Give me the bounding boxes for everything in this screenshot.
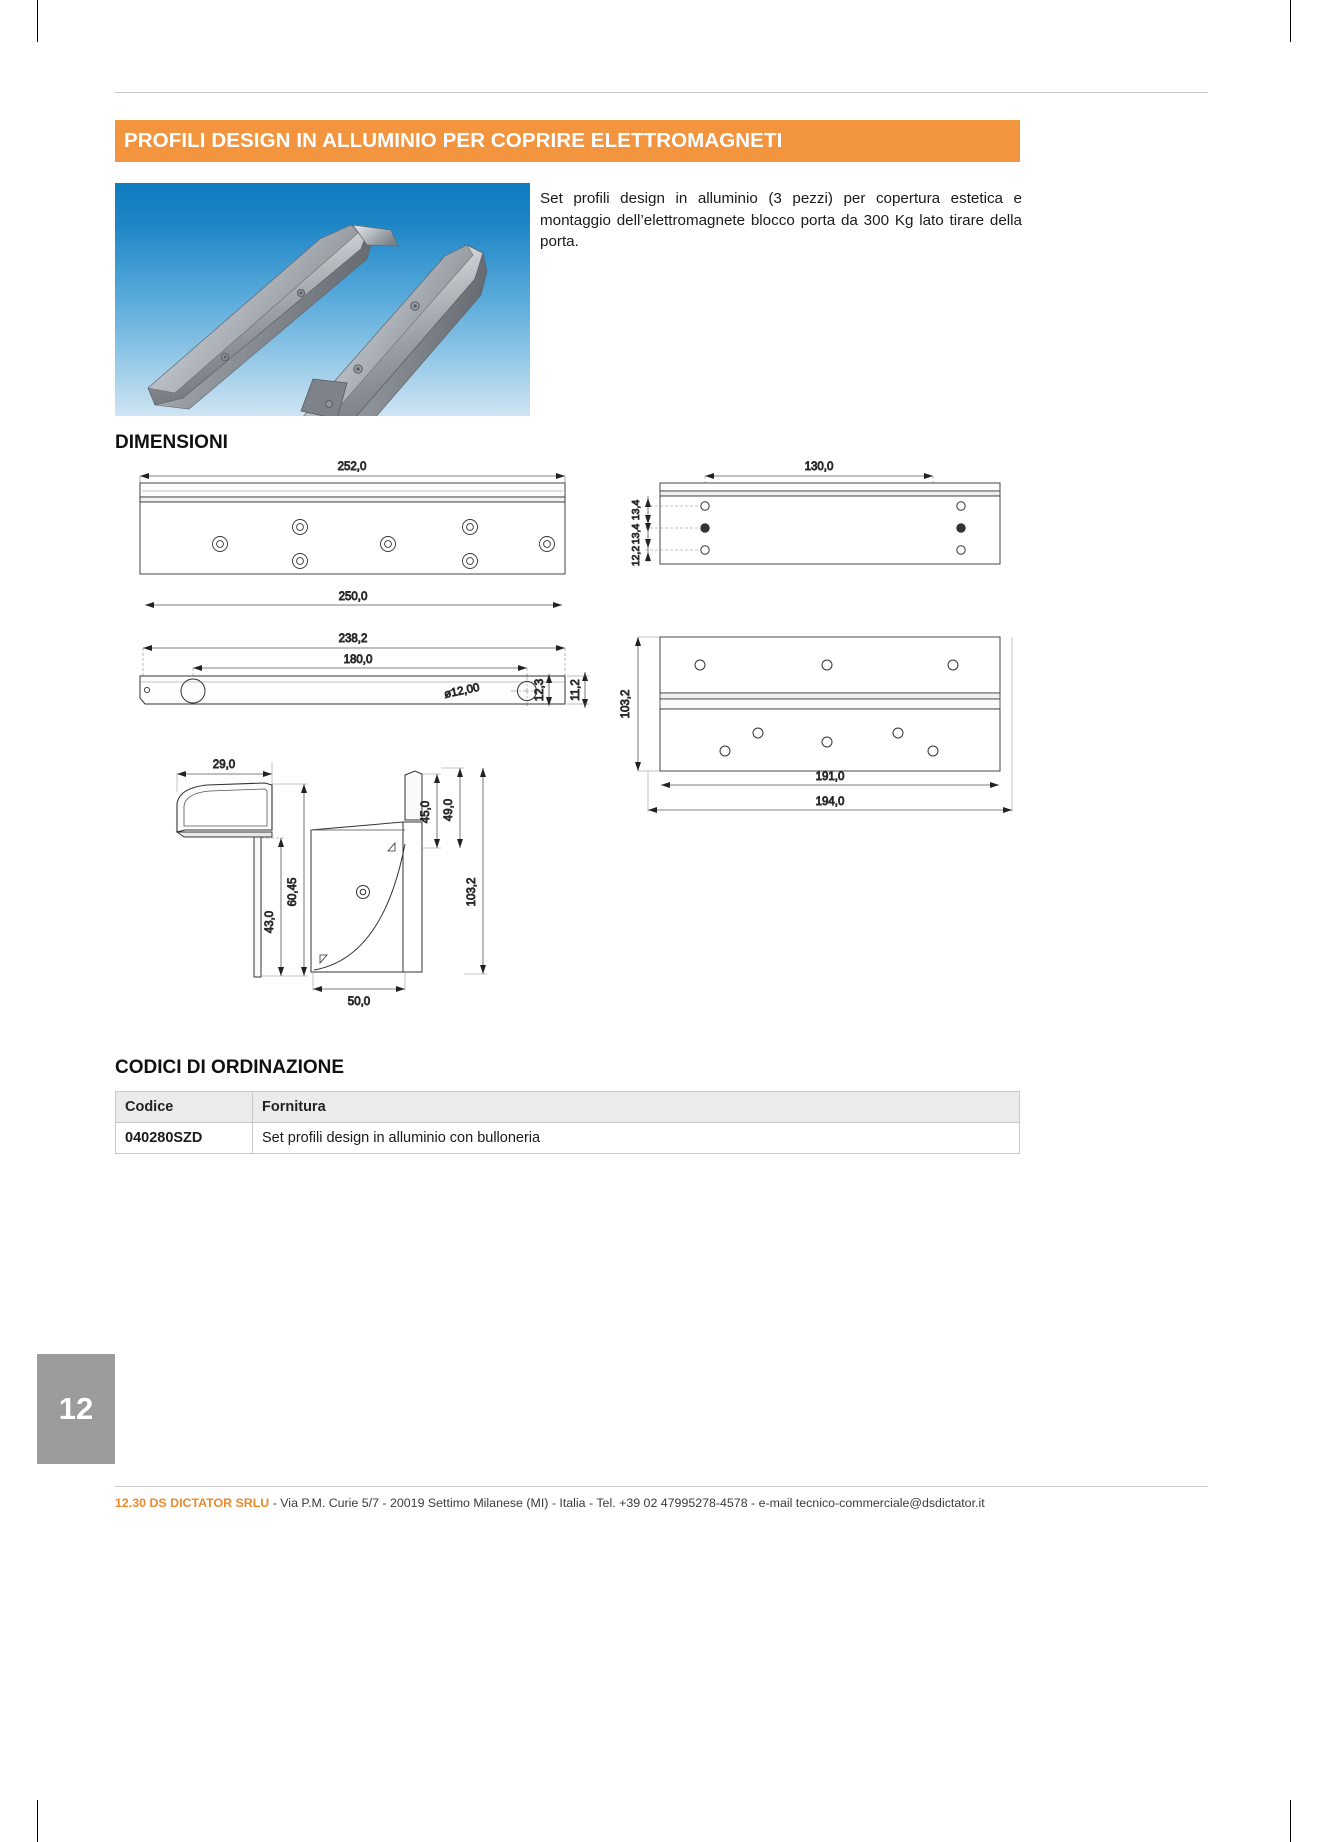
crop-mark-top-left [37, 0, 38, 42]
dim-label-60-45: 60,45 [287, 877, 299, 907]
dim-label-29: 29,0 [212, 759, 236, 771]
column-header-codice: Codice [116, 1092, 253, 1123]
ordering-heading: CODICI DI ORDINAZIONE [115, 1057, 345, 1078]
dim-label-11-2: 11,2 [570, 679, 582, 701]
page-title: PROFILI DESIGN IN ALLUMINIO PER COPRIRE ELETTROMAGNETI [124, 129, 783, 152]
crop-mark-bottom-right [1290, 1800, 1291, 1842]
dim-103-2-right [620, 637, 660, 771]
dim-50 [313, 972, 405, 1008]
product-photo-illustration [115, 183, 530, 416]
dim-label-45: 45,0 [420, 800, 432, 824]
dim-250 [145, 591, 562, 608]
dim-12-3 [534, 674, 552, 706]
table-header-row [116, 1092, 1020, 1123]
dim-stack-right-top [630, 496, 651, 566]
dim-label-238: 238,2 [338, 633, 368, 645]
page-number: 12 [58, 1391, 94, 1426]
footer-address: - Via P.M. Curie 5/7 - 20019 Settimo Milanese (MI) - Italia - Tel. +39 02 47995278-4578 - e-mail tecnico-commerciale@dsdictator.it [272, 1496, 985, 1510]
table-row [116, 1123, 1020, 1154]
dim-11-2 [567, 672, 589, 708]
cell-codice: 040280SZD [116, 1123, 253, 1154]
dim-label-252: 252,0 [337, 461, 367, 473]
dim-label-103-2-right: 103,2 [620, 689, 632, 719]
dim-label-13-4-b: 13,4 [630, 523, 642, 545]
dim-191 [661, 771, 999, 788]
dim-label-130: 130,0 [804, 461, 834, 473]
top-divider [115, 92, 1208, 93]
cell-fornitura: Set profili design in alluminio con bulloneria [253, 1123, 1020, 1154]
product-description: Set profili design in alluminio (3 pezzi) per copertura estetica e montaggio dell’elettromagnete blocco porta da 300 Kg lato tirare della porta. [540, 190, 1022, 250]
page-footer [115, 1496, 1215, 1510]
dim-103-2-bracket [464, 768, 487, 974]
dim-43 [261, 838, 285, 976]
dim-45 [420, 774, 441, 848]
dim-label-43: 43,0 [264, 910, 276, 934]
dim-label-191: 191,0 [815, 771, 845, 783]
dim-label-13-4-a: 13,4 [630, 499, 642, 521]
dim-label-12-2: 12,2 [630, 545, 642, 567]
dim-label-49: 49,0 [443, 798, 455, 822]
dim-label-103-2-bracket: 103,2 [466, 877, 478, 907]
dim-label-180: 180,0 [343, 654, 373, 666]
product-photo [115, 183, 530, 416]
dim-label-12-3: 12,3 [534, 678, 546, 702]
dimensions-heading: DIMENSIONI [115, 432, 228, 453]
crop-mark-bottom-left [37, 1800, 38, 1842]
footer-company: DS DICTATOR SRLU [149, 1496, 270, 1510]
section-header-banner [115, 120, 1020, 162]
column-header-fornitura: Fornitura [253, 1092, 1020, 1123]
dim-49 [441, 768, 464, 848]
footer-divider [115, 1486, 1208, 1487]
ordering-table [115, 1091, 1020, 1154]
dim-label-250: 250,0 [338, 591, 368, 603]
footer-reference: 12.30 [115, 1496, 147, 1510]
dim-label-194: 194,0 [815, 796, 845, 808]
dimension-drawings-svg [115, 452, 1025, 1012]
page-number-tab [37, 1354, 115, 1464]
dim-label-50: 50,0 [347, 996, 371, 1008]
technical-drawings [115, 452, 1025, 1012]
dim-label-d12: ø12,00 [443, 681, 481, 701]
crop-mark-top-right [1290, 0, 1291, 42]
